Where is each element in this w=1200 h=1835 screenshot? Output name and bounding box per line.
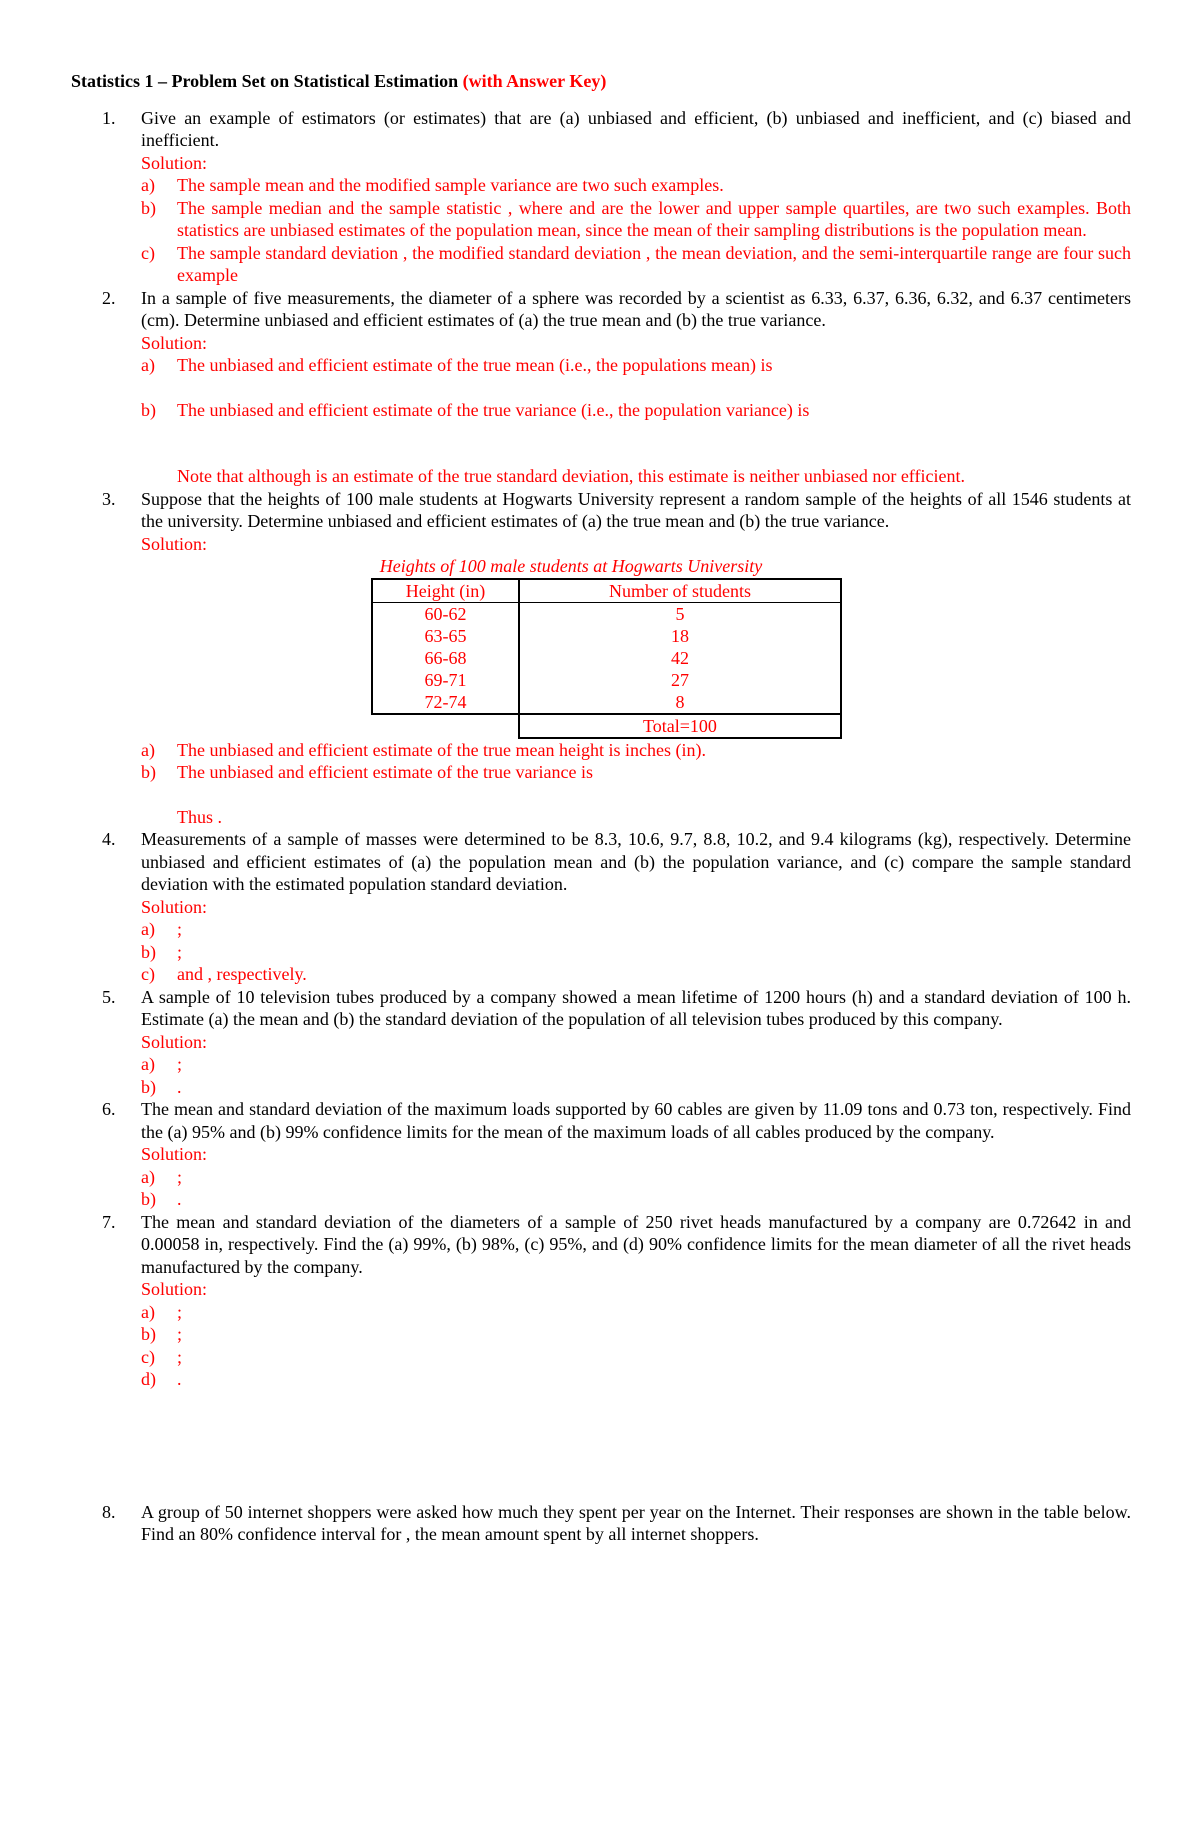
answer-b: b) . [141, 1076, 182, 1097]
table-total-row [372, 714, 841, 738]
problem-7 [71, 1211, 1131, 1391]
solution-label: Solution: [141, 332, 208, 353]
answer-a: a) The unbiased and efficient estimate of the true mean (i.e., the populations mean) is [141, 355, 773, 375]
table-header: Number of students [519, 579, 841, 603]
table-row [372, 602, 841, 625]
problem-text: The mean and standard deviation of the maximum loads supported by 60 cables are given by 11.09 tons and 0.73 ton, respectively. Find the (a) 95% and (b) 99% confidence limits for the mean of the maximum loads of all cables produced by the company. [141, 1099, 1131, 1142]
problem-4 [71, 828, 1131, 986]
answer-d: d) . [141, 1369, 182, 1389]
table-cell: 42 [519, 647, 841, 669]
table-header: Height (in) [372, 579, 519, 603]
table-cell: 72-74 [372, 691, 519, 714]
document-page [71, 70, 1131, 1546]
table-cell: 27 [519, 669, 841, 691]
answer-c: c) ; [141, 1346, 183, 1367]
problem-8 [71, 1501, 1131, 1546]
problem-2 [71, 287, 1131, 488]
page-title [71, 70, 1131, 93]
table-row [372, 669, 841, 691]
answer-a: a) The unbiased and efficient estimate of the true mean height is inches (in). [141, 739, 706, 760]
problem-3 [71, 488, 1131, 829]
answer-b: b) The unbiased and efficient estimate of the true variance is [141, 762, 593, 782]
problem-number: 8. [102, 1501, 116, 1522]
problem-text: A group of 50 internet shoppers were asked how much they spent per year on the Internet. Their responses are shown in the table below. Find an 80% confidence interval for , the mean amount spent by all internet shoppers. [141, 1501, 1131, 1544]
problem-number: 5. [102, 986, 116, 1007]
answer-note: Note that although is an estimate of the true standard deviation, this estimate is neither unbiased nor efficient. [177, 466, 965, 486]
answer-c: c) and , respectively. [141, 964, 307, 984]
table-row [372, 647, 841, 669]
problem-text: The mean and standard deviation of the diameters of a sample of 250 rivet heads manufactured by a company are 0.72642 in and 0.00058 in, respectively. Find the (a) 99%, (b) 98%, (c) 95%, and (d) 90% confidence limits for the mean diameter of all the rivet heads manufactured by the company. [141, 1211, 1131, 1277]
answer-b: b) . [141, 1189, 182, 1209]
table-cell: 5 [519, 602, 841, 625]
answer-b: b) ; [141, 941, 183, 962]
table-cell: 18 [519, 625, 841, 647]
solution-label: Solution: [141, 1144, 208, 1164]
table-cell: 66-68 [372, 647, 519, 669]
answer-c: c) The sample standard deviation , the modified standard deviation , the mean deviation, and the semi-interquartile range are four such example [141, 242, 1131, 285]
answer-thus: Thus . [177, 806, 222, 827]
problem-number: 6. [102, 1099, 116, 1119]
solution-label: Solution: [141, 533, 208, 554]
table-cell: 63-65 [372, 625, 519, 647]
problem-text: Give an example of estimators (or estimates) that are (a) unbiased and efficient, (b) unbiased and inefficient, and (c) biased and inefficient. [141, 107, 1131, 150]
title-main: Statistics 1 – Problem Set on Statistical Estimation [71, 71, 459, 91]
problem-text: In a sample of five measurements, the diameter of a sphere was recorded by a scientist as 6.33, 6.37, 6.36, 6.32, and 6.37 centimeters (cm). Determine unbiased and efficient estimates of (a) the true mean and (b) the true variance. [141, 287, 1131, 330]
table-caption: Heights of 100 male students at Hogwarts University [379, 556, 763, 576]
problem-number: 2. [102, 287, 116, 308]
answer-b: b) ; [141, 1324, 183, 1344]
answer-a: a) The sample mean and the modified sample variance are two such examples. [141, 175, 724, 195]
table-cell: 69-71 [372, 669, 519, 691]
heights-table [371, 578, 842, 739]
problem-number: 7. [102, 1211, 116, 1232]
solution-label: Solution: [141, 1031, 208, 1052]
answer-a: a) ; [141, 1166, 183, 1187]
problem-text: Measurements of a sample of masses were determined to be 8.3, 10.6, 9.7, 8.8, 10.2, and 9.4 kilograms (kg), respectively. Determine unbiased and efficient estimates of (a) the population mean and (b) the population variance, and (c) compare the sample standard deviation with the estimated population standard deviation. [141, 829, 1131, 894]
answer-a: a) ; [141, 1054, 183, 1074]
problem-number: 4. [102, 829, 116, 849]
title-answer-key: (with Answer Key) [462, 71, 607, 91]
table-header-row [372, 579, 841, 603]
problem-text: A sample of 10 television tubes produced by a company showed a mean lifetime of 1200 hours (h) and a standard deviation of 100 h. Estimate (a) the mean and (b) the standard deviation of the population of all television tubes produced by this company. [141, 986, 1131, 1029]
problem-5 [71, 986, 1131, 1099]
problem-number: 1. [102, 107, 116, 128]
problem-1 [71, 107, 1131, 287]
answer-b: b) The sample median and the sample statistic , where and are the lower and upper sample quartiles, are two such examples. Both statistics are unbiased estimates of the population mean, since the mean of their sampling distributions is the population mean. [141, 197, 1131, 240]
solution-label: Solution: [141, 1279, 208, 1299]
problem-text: Suppose that the heights of 100 male students at Hogwarts University represent a random sample of the heights of all 1546 students at the university. Determine unbiased and efficient estimates of (a) the true mean and (b) the true variance. [141, 488, 1131, 531]
table-row [372, 691, 841, 714]
solution-label: Solution: [141, 896, 208, 917]
problem-6 [71, 1098, 1131, 1211]
table-row [372, 625, 841, 647]
answer-b: b) The unbiased and efficient estimate of the true variance (i.e., the population variance) is [141, 399, 810, 420]
solution-label: Solution: [141, 152, 208, 173]
table-total: Total=100 [519, 714, 841, 738]
answer-a: a) ; [141, 919, 183, 939]
answer-a: a) ; [141, 1301, 183, 1322]
table-cell: 8 [519, 691, 841, 714]
table-cell: 60-62 [372, 602, 519, 625]
problem-number: 3. [102, 488, 116, 509]
